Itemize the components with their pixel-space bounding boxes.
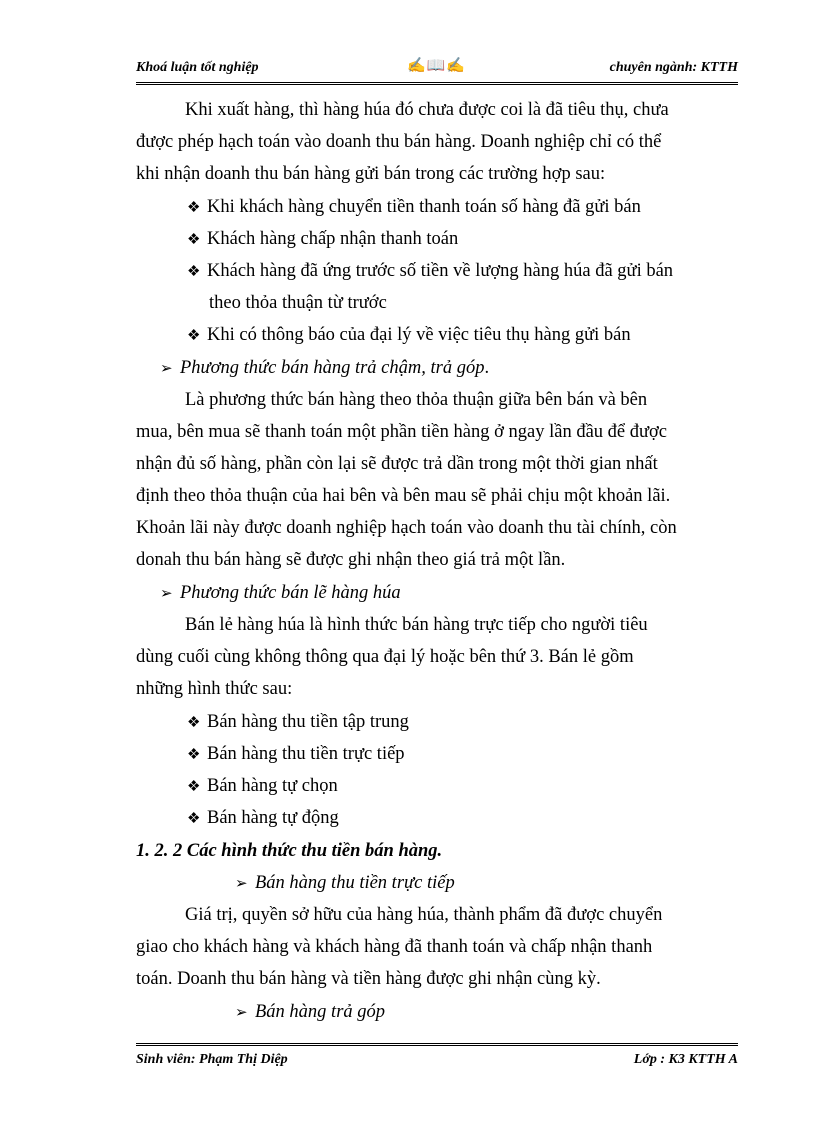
diamond-bullet-icon: ❖ bbox=[187, 328, 201, 344]
subheading: ➢ Bán hàng trả góp bbox=[235, 1002, 386, 1022]
subheading: ➢ Phương thức bán lẽ hàng húa bbox=[160, 583, 401, 603]
paragraph-line: nhận đủ số hàng, phần còn lại sẽ được trả dần trong một thời gian nhất bbox=[136, 454, 658, 474]
list-item: ❖ Khi khách hàng chuyển tiền thanh toán số hàng đã gửi bán bbox=[187, 197, 641, 217]
diamond-bullet-icon: ❖ bbox=[187, 715, 201, 731]
list-item: ❖ Khách hàng đã ứng trước số tiền về lượng hàng húa đã gửi bán bbox=[187, 261, 674, 281]
paragraph-line: Bán lẻ hàng húa là hình thức bán hàng trực tiếp cho người tiêu bbox=[185, 615, 648, 635]
list-item-continued: theo thỏa thuận từ trước bbox=[209, 293, 387, 313]
header-left: Khoá luận tốt nghiệp bbox=[136, 60, 259, 75]
section-heading: 1. 2. 2 Các hình thức thu tiền bán hàng. bbox=[136, 841, 443, 861]
list-item: ❖ Bán hàng tự động bbox=[187, 808, 339, 828]
list-item: ❖ Bán hàng thu tiền tập trung bbox=[187, 712, 409, 732]
paragraph-line: được phép hạch toán vào doanh thu bán hàng. Doanh nghiệp chỉ có thể bbox=[136, 132, 662, 152]
diamond-bullet-icon: ❖ bbox=[187, 200, 201, 216]
diamond-bullet-icon: ❖ bbox=[187, 232, 201, 248]
paragraph-line: những hình thức sau: bbox=[136, 679, 293, 699]
diamond-bullet-icon: ❖ bbox=[187, 811, 201, 827]
subheading: ➢ Phương thức bán hàng trả chậm, trả góp. bbox=[160, 358, 490, 378]
paragraph-line: Khoản lãi này được doanh nghiệp hạch toán vào doanh thu tài chính, còn bbox=[136, 518, 677, 538]
list-item: ❖ Khách hàng chấp nhận thanh toán bbox=[187, 229, 459, 249]
diamond-bullet-icon: ❖ bbox=[187, 747, 201, 763]
paragraph-line: Là phương thức bán hàng theo thỏa thuận giữa bên bán và bên bbox=[185, 390, 648, 410]
footer-left: Sinh viên: Phạm Thị Diệp bbox=[136, 1052, 288, 1067]
paragraph-line: khi nhận doanh thu bán hàng gửi bán trong các trường hợp sau: bbox=[136, 164, 606, 184]
arrow-bullet-icon: ➢ bbox=[160, 586, 173, 602]
paragraph-line: Giá trị, quyền sở hữu của hàng húa, thành phẩm đã được chuyển bbox=[185, 905, 663, 925]
list-item: ❖ Bán hàng tự chọn bbox=[187, 776, 338, 796]
paragraph-line: toán. Doanh thu bán hàng và tiền hàng được ghi nhận cùng kỳ. bbox=[136, 969, 601, 989]
paragraph-line: Khi xuất hàng, thì hàng húa đó chưa được coi là đã tiêu thụ, chưa bbox=[185, 100, 669, 120]
paragraph-line: dùng cuối cùng không thông qua đại lý hoặc bên thứ 3. Bán lẻ gồm bbox=[136, 647, 634, 667]
paragraph-line: donah thu bán hàng sẽ được ghi nhận theo giá trả một lần. bbox=[136, 550, 566, 570]
paragraph-line: mua, bên mua sẽ thanh toán một phần tiền hàng ở ngay lần đầu để được bbox=[136, 422, 668, 442]
footer-right: Lớp : K3 KTTH A bbox=[633, 1052, 738, 1067]
paragraph-line: định theo thỏa thuận của hai bên và bên mau sẽ phải chịu một khoản lãi. bbox=[136, 486, 671, 506]
paragraph-line: giao cho khách hàng và khách hàng đã thanh toán và chấp nhận thanh bbox=[136, 937, 653, 957]
diamond-bullet-icon: ❖ bbox=[187, 779, 201, 795]
list-item: ❖ Bán hàng thu tiền trực tiếp bbox=[187, 744, 405, 764]
list-item: ❖ Khi có thông báo của đại lý về việc tiêu thụ hàng gửi bán bbox=[187, 325, 631, 345]
page-header bbox=[136, 56, 738, 85]
arrow-bullet-icon: ➢ bbox=[235, 876, 248, 892]
arrow-bullet-icon: ➢ bbox=[160, 361, 173, 377]
subheading: ➢ Bán hàng thu tiền trực tiếp bbox=[235, 873, 455, 893]
diamond-bullet-icon: ❖ bbox=[187, 264, 201, 280]
arrow-bullet-icon: ➢ bbox=[235, 1005, 248, 1021]
book-pen-icon: ✍📖✍ bbox=[407, 58, 467, 74]
header-right: chuyên ngành: KTTH bbox=[609, 60, 738, 75]
page-footer bbox=[136, 1043, 738, 1076]
